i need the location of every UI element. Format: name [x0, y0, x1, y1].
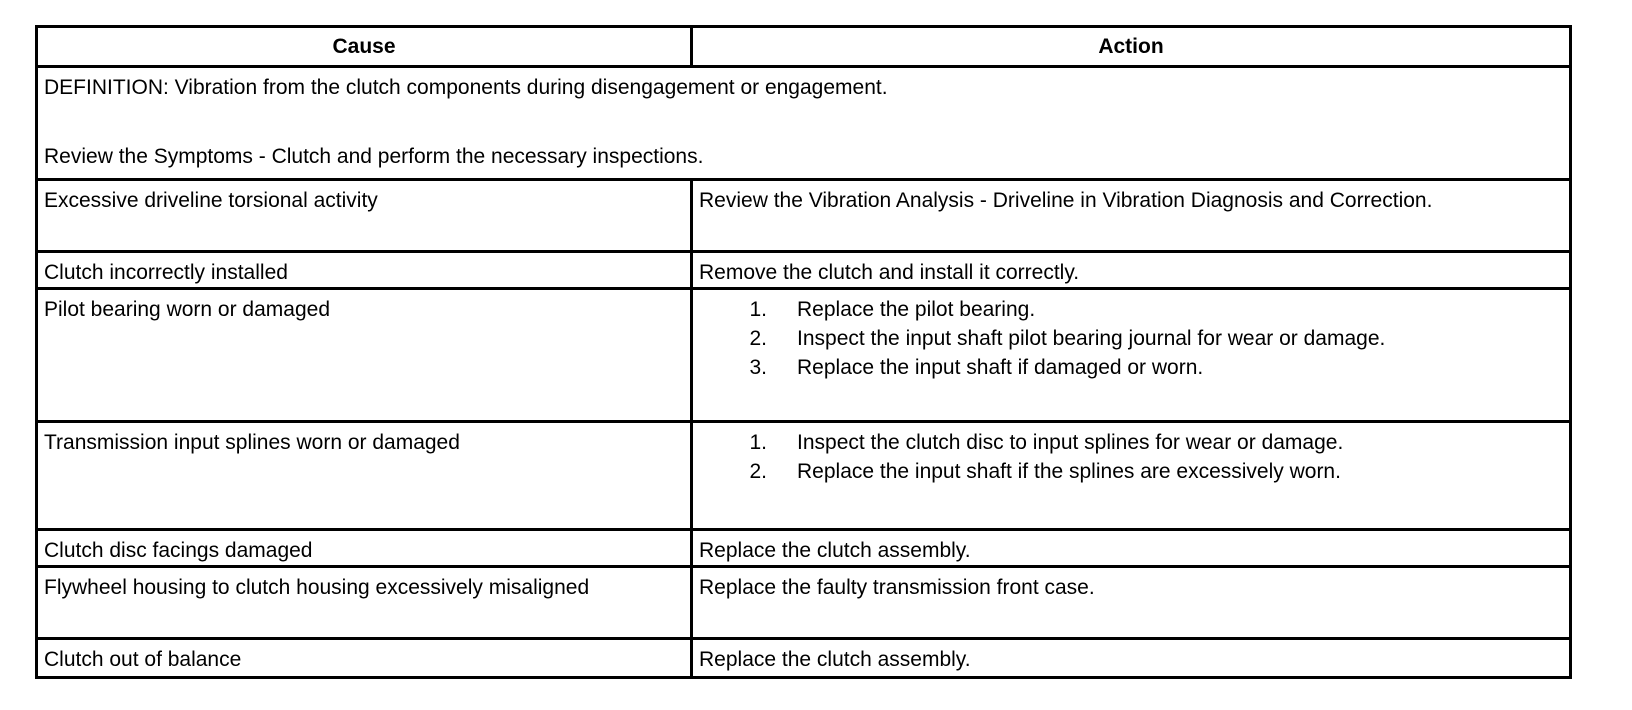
list-item: 3. Replace the input shaft if damaged or worn. — [749, 356, 1204, 379]
list-item: 2. Replace the input shaft if the splines are excessively worn. — [749, 460, 1341, 483]
cause-cell: Excessive driveline torsional activity — [44, 189, 378, 212]
cause-cell: Clutch out of balance — [44, 648, 242, 671]
action-cell: Replace the clutch assembly. — [699, 648, 971, 671]
cause-header: Cause — [37, 27, 692, 67]
table-row — [37, 252, 1571, 289]
definition-cell — [37, 67, 1571, 180]
action-steps — [699, 428, 1563, 486]
list-item: 2. Inspect the input shaft pilot bearing journal for wear or damage. — [749, 327, 1386, 350]
action-header: Action — [692, 27, 1571, 67]
definition-text: DEFINITION: Vibration from the clutch components during disengagement or engagement. — [44, 76, 888, 99]
review-text: Review the Symptoms - Clutch and perform the necessary inspections. — [44, 145, 704, 168]
diagnostic-table — [35, 25, 1572, 679]
cause-cell: Clutch incorrectly installed — [44, 261, 288, 284]
cause-cell: Flywheel housing to clutch housing excessively misaligned — [44, 576, 590, 599]
table-row — [37, 422, 1571, 530]
cause-cell: Transmission input splines worn or damaged — [44, 431, 460, 454]
action-cell: Replace the clutch assembly. — [699, 539, 971, 562]
header-row — [37, 27, 1571, 67]
action-steps — [699, 295, 1563, 382]
action-cell: Review the Vibration Analysis - Driveline in Vibration Diagnosis and Correction. — [699, 189, 1433, 212]
cause-cell: Pilot bearing worn or damaged — [44, 298, 331, 321]
table-row — [37, 639, 1571, 678]
list-item: 1. Replace the pilot bearing. — [749, 298, 1036, 321]
table-row — [37, 530, 1571, 567]
action-cell: Replace the faulty transmission front case. — [699, 576, 1095, 599]
action-cell: Remove the clutch and install it correctly. — [699, 261, 1080, 284]
table-row — [37, 180, 1571, 252]
table-row — [37, 289, 1571, 422]
table-row — [37, 567, 1571, 639]
cause-cell: Clutch disc facings damaged — [44, 539, 313, 562]
definition-row — [37, 67, 1571, 180]
list-item: 1. Inspect the clutch disc to input splines for wear or damage. — [749, 431, 1344, 454]
